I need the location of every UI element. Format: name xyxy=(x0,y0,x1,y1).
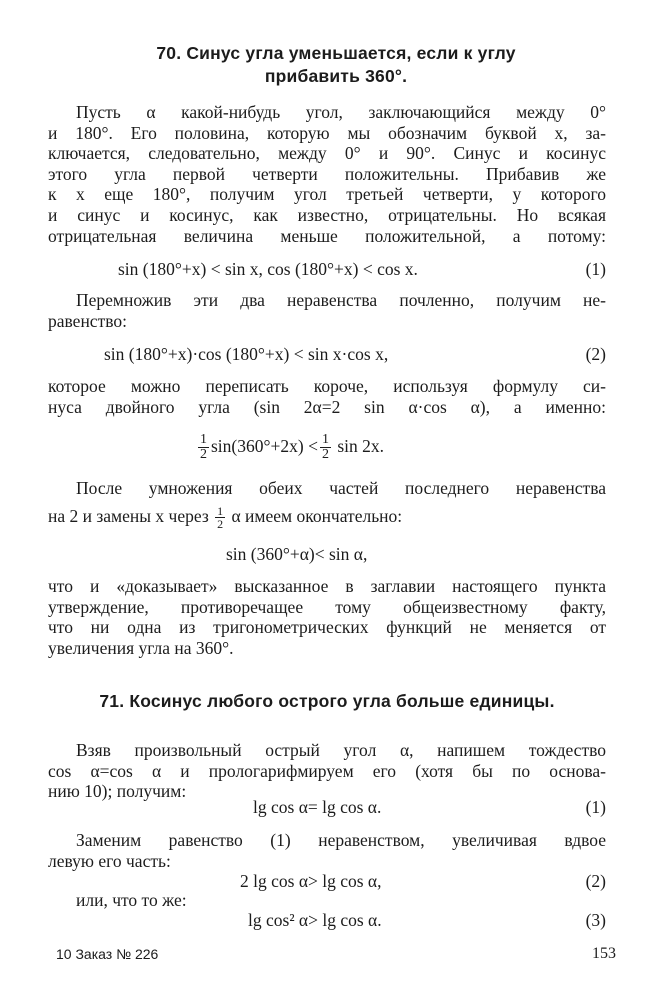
page-number: 153 xyxy=(592,945,616,962)
formula-71-3 xyxy=(48,906,606,934)
formula-expression: sin (180°+x)·cos (180°+x) < sin x·cos x, xyxy=(104,344,389,364)
formula-number: (3) xyxy=(585,910,606,930)
formula-expression: sin (360°+α)< sin α, xyxy=(226,544,368,564)
formula-expression: sin (180°+x) < sin x, cos (180°+x) < cos x. xyxy=(118,259,418,279)
formula-70-3 xyxy=(48,428,606,464)
section-70-heading-line-1: 70. Синус угла уменьшается, если к углу xyxy=(156,43,516,63)
section-70-paragraph-1 xyxy=(48,102,606,246)
text-line: к x еще 180°, получим угол третьей четверти, у которого xyxy=(48,184,606,205)
text-line: утверждение, противоречащее тому общеизвестному факту, xyxy=(48,596,606,617)
text-line: на 2 и замены x через $\frac{1}{2}$ α имеем окончательно: xyxy=(48,504,403,532)
fraction-one-half: $\frac{1}{2}$ xyxy=(217,504,224,532)
formula-71-1 xyxy=(48,793,606,821)
printer-signature: 10 Заказ № 226 xyxy=(56,946,159,962)
formula-number: (1) xyxy=(585,259,606,279)
section-71-paragraph-2 xyxy=(48,830,606,871)
fraction-one-half: $\frac{1}{2}$ xyxy=(321,432,329,463)
text-line: или, что то же: xyxy=(76,890,187,910)
page-footer xyxy=(56,943,616,965)
section-70-paragraph-5 xyxy=(48,576,606,658)
formula-70-2 xyxy=(48,340,606,368)
text-line: Пусть α какой-нибудь угол, заключающийся между 0° xyxy=(76,102,606,122)
text-line: Заменим равенство (1) неравенством, увеличивая вдвое xyxy=(76,830,606,850)
formula-right-part: sin 2x. xyxy=(337,436,385,456)
section-70-paragraph-4 xyxy=(48,478,606,533)
text-line: что и «доказывает» высказанное в заглавии настоящего пункта xyxy=(48,576,606,596)
text-line: и 180°. Его половина, которую мы обозначим буквой x, за- xyxy=(48,122,606,143)
formula-expression: 2 lg cos α> lg cos α, xyxy=(240,871,382,891)
section-71-heading: 71. Косинус любого острого угла больше единицы. xyxy=(99,691,555,711)
text-line: После умножения обеих частей последнего неравенства xyxy=(76,478,606,498)
text-line: ключается, следовательно, между 0° и 90°. Синус и косинус xyxy=(48,143,606,164)
text-line: увеличения угла на 360°. xyxy=(48,637,234,658)
formula-expression: lg cos α= lg cos α. xyxy=(253,797,382,817)
text-line: левую его часть: xyxy=(48,850,171,871)
formula-70-4 xyxy=(48,540,606,568)
section-70-heading xyxy=(60,42,612,88)
formula-left-part: sin(360°+2x) < xyxy=(211,436,318,456)
text-line: cos α=cos α и прологарифмируем его (хотя бы по основа- xyxy=(48,760,606,781)
text-line: равенство: xyxy=(48,310,127,331)
text-line: нию 10); получим: xyxy=(48,781,187,802)
text-line: этого угла первой четверти положительны. Прибавив же xyxy=(48,163,606,184)
formula-number: (2) xyxy=(585,344,606,364)
section-70-paragraph-3 xyxy=(48,376,606,417)
fraction-one-half: $\frac{1}{2}$ xyxy=(200,432,207,463)
text-line: отрицательная величина меньше положительной, а потому: xyxy=(48,225,606,246)
text-line: которое можно переписать короче, используя формулу си- xyxy=(48,376,606,396)
text-line: Взяв произвольный острый угол α, напишем тождество xyxy=(76,740,606,760)
formula-expression xyxy=(196,428,384,464)
text-line: и синус и косинус, как известно, отрицательны. Но всякая xyxy=(48,204,606,225)
text-line: нуса двойного угла (sin 2α=2 sin α·cos α), а именно: xyxy=(48,396,606,417)
text-line: Перемножив эти два неравенства почленно, получим не- xyxy=(76,290,606,310)
formula-70-1 xyxy=(48,255,606,283)
section-70-paragraph-2 xyxy=(48,290,606,331)
text-line: что ни одна из тригонометрических функций не меняется от xyxy=(48,617,606,638)
formula-number: (1) xyxy=(585,797,606,817)
section-70-heading-line-2: прибавить 360°. xyxy=(264,66,408,86)
formula-expression: lg cos² α> lg cos α. xyxy=(248,910,382,930)
formula-number: (2) xyxy=(585,871,606,891)
